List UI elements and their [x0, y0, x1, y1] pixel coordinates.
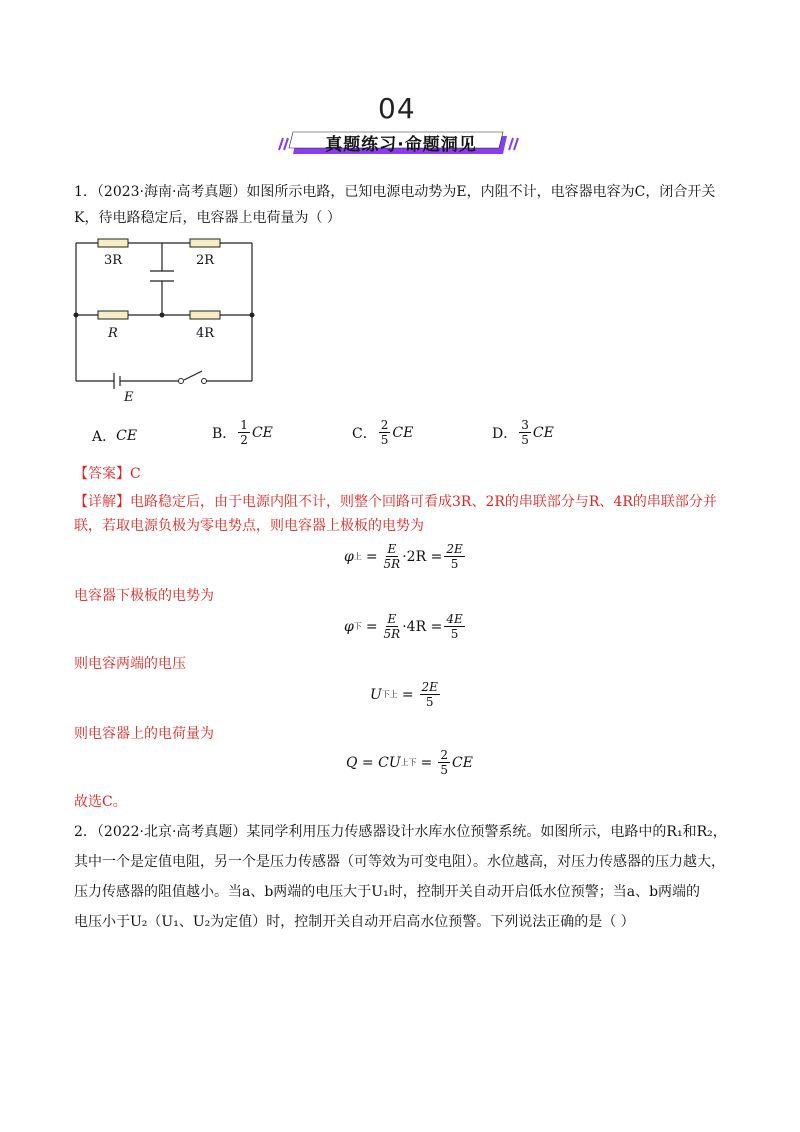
label-4r: 4R	[196, 326, 215, 341]
option-c-label: C．	[352, 425, 377, 442]
option-a-label: A．	[92, 429, 117, 445]
resistor-4r	[190, 311, 220, 319]
f1-lhs: φ	[344, 548, 354, 565]
resistor-3r	[98, 239, 128, 247]
option-c-tail: CE	[392, 424, 414, 441]
f2-d2: 5	[450, 627, 459, 641]
f4-d2: 5	[440, 763, 448, 777]
f1-n1: E	[387, 542, 397, 556]
f1-d1: 5R	[383, 557, 401, 571]
f3-n2: 2E	[421, 680, 438, 694]
f1-d2: 5	[450, 557, 459, 571]
f2-n2: 4E	[446, 612, 463, 626]
f1-lhs-sub: 上	[353, 552, 362, 561]
f4-lhs: Q = CU	[346, 754, 401, 771]
formula-voltage: U 下上 = $\frac{2E}{5}$	[370, 680, 438, 709]
q1-line1: 1．（2023·海南·高考真题）如图所示电路，已知电源电动势为E，内阻不计，电容器电容为C，闭合开关	[74, 184, 716, 200]
option-c-num: 2	[380, 418, 389, 432]
f3-lhs: U	[370, 686, 382, 703]
f2-lhs: φ	[344, 618, 354, 635]
option-d-den: 5	[521, 433, 529, 447]
q2-line2: 其中一个是定值电阻，另一个是压力传感器（可等效为可变电阻）。水位越高，对压力传感器的压力越大，	[74, 854, 725, 870]
q1-line2: K，待电路稳定后，电容器上电荷量为（ ）	[74, 210, 341, 226]
detail-conclusion: 故选C。	[74, 794, 127, 810]
section-banner	[275, 130, 525, 156]
option-c-den: 5	[380, 433, 389, 447]
f2-d1: 5R	[383, 627, 401, 641]
option-b-num: 1	[240, 418, 248, 432]
f2-n1: E	[387, 612, 397, 626]
option-b-den: 2	[240, 433, 248, 447]
detail-line2: 联，若取电源负极为零电势点，则电容器上极板的电势为	[74, 518, 424, 534]
f4-n2: 2	[440, 748, 448, 762]
f2-lhs-sub: 下	[353, 622, 362, 631]
f3-lhs-sub: 下上	[381, 690, 398, 699]
detail-text4: 则电容器上的电荷量为	[74, 726, 214, 742]
detail-text3: 则电容两端的电压	[74, 656, 186, 672]
formula-phi-lower: φ 下 = $\frac{E}{5R}$ ·4R = $\frac{4E}{5}$	[344, 612, 463, 641]
label-e: E	[124, 390, 134, 405]
f4-tail: CE	[452, 754, 473, 771]
answer-text: 【答案】C	[74, 466, 141, 482]
detail-line1: 【详解】电路稳定后，由于电源内阻不计，则整个回路可看成3R、2R的串联部分与R、4R的串联部分并	[74, 494, 717, 510]
option-d-tail: CE	[532, 424, 554, 441]
label-2r: 2R	[196, 253, 215, 268]
option-d[interactable]	[492, 418, 554, 447]
circuit-diagram	[70, 235, 270, 405]
section-number: 04	[378, 92, 416, 125]
f2-mid: ·4R =	[402, 618, 443, 635]
resistor-2r	[190, 239, 220, 247]
option-a-value: CE	[116, 428, 138, 444]
f1-mid: ·2R =	[402, 548, 443, 565]
option-b-label: B．	[212, 425, 237, 442]
option-a[interactable]	[92, 426, 137, 446]
label-r: R	[108, 326, 118, 341]
q2-line3: 压力传感器的阻值越小。当a、b两端的电压大于U₁时，控制开关自动开启低水位预警；当a、b两端的	[74, 884, 701, 900]
formula-charge: Q = CU 上下 = $\frac{2}{5}$ CE	[346, 748, 473, 777]
label-3r: 3R	[104, 253, 123, 268]
f3-d2: 5	[425, 695, 434, 709]
option-b[interactable]	[212, 418, 273, 447]
option-c[interactable]	[352, 418, 413, 447]
detail-text2: 电容器下极板的电势为	[74, 588, 214, 604]
option-b-tail: CE	[251, 424, 273, 441]
q2-line4: 电压小于U₂（U₁、U₂为定值）时，控制开关自动开启高水位预警。下列说法正确的是（ ）	[74, 914, 635, 930]
f4-lhs-sub: 上下	[400, 758, 417, 767]
option-d-num: 3	[521, 418, 529, 432]
section-title: 真题练习·命题洞见	[325, 135, 477, 155]
resistor-r	[98, 311, 128, 319]
option-d-label: D．	[492, 425, 518, 442]
q2-line1: 2．（2022·北京·高考真题）某同学利用压力传感器设计水库水位预警系统。如图所示，电路中的R₁和R₂，	[74, 824, 727, 840]
f1-n2: 2E	[446, 542, 463, 556]
formula-phi-upper: φ 上 = $\frac{E}{5R}$ ·2R = $\frac{2E}{5}$	[344, 542, 463, 571]
